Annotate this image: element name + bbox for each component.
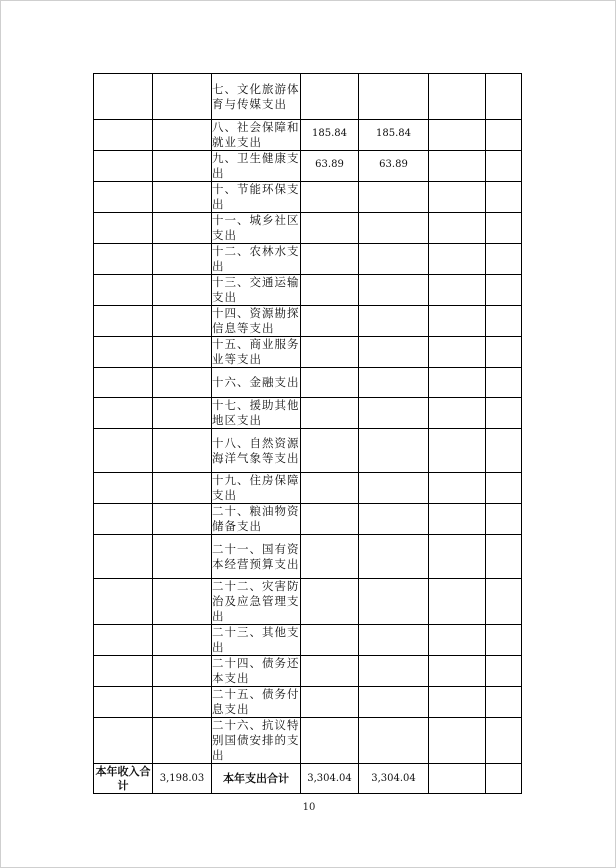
income-total-value: 3,198.03 <box>153 764 212 794</box>
expense-total-label: 本年支出合计 <box>212 764 301 794</box>
expense-category-name: 十八、自然资源海洋气象等支出 <box>212 429 301 473</box>
table-cell <box>486 718 522 764</box>
expense-amount-1 <box>301 473 359 504</box>
table-cell <box>153 504 212 535</box>
expense-amount-1 <box>301 151 359 182</box>
table-row <box>94 244 522 275</box>
table-cell <box>486 244 522 275</box>
table-row <box>94 535 522 579</box>
table-cell <box>429 306 486 337</box>
table-cell <box>153 306 212 337</box>
expense-amount-1 <box>301 687 359 718</box>
table-cell <box>429 656 486 687</box>
table-row <box>94 656 522 687</box>
expense-amount-1 <box>301 213 359 244</box>
table-cell <box>429 244 486 275</box>
table-row <box>94 337 522 368</box>
table-cell <box>153 368 212 398</box>
expense-category-name: 十二、农林水支出 <box>212 244 300 273</box>
expense-amount-1 <box>301 429 359 473</box>
expense-amount-2 <box>359 275 429 306</box>
expense-category-name: 二十六、抗议特别国债安排的支出 <box>212 718 300 762</box>
table-cell <box>486 473 522 504</box>
table-row <box>94 687 522 718</box>
cell-value: 185.84 <box>376 127 411 139</box>
table-cell <box>94 213 153 244</box>
table-row <box>94 368 522 398</box>
table-cell <box>429 275 486 306</box>
expense-amount-1 <box>301 398 359 429</box>
table-row <box>94 213 522 244</box>
expense-amount-2 <box>359 473 429 504</box>
expense-category-name: 二十二、灾害防治及应急管理支出 <box>212 579 300 623</box>
table-cell <box>153 74 212 120</box>
expense-amount-1 <box>301 656 359 687</box>
table-cell <box>486 625 522 656</box>
expense-amount-2 <box>359 687 429 718</box>
table-cell <box>486 275 522 306</box>
table-cell <box>486 306 522 337</box>
expense-amount-1 <box>301 504 359 535</box>
expense-amount-2 <box>359 306 429 337</box>
expense-amount-1 <box>301 718 359 764</box>
table-cell <box>94 151 153 182</box>
table-cell <box>94 625 153 656</box>
totals-row <box>94 764 522 794</box>
table-cell <box>486 151 522 182</box>
table-cell <box>153 473 212 504</box>
table-cell <box>486 337 522 368</box>
expense-category-name: 二十五、债务付息支出 <box>212 687 300 716</box>
table-cell <box>153 213 212 244</box>
table-cell <box>94 398 153 429</box>
expense-amount-1 <box>301 579 359 625</box>
expense-amount-1 <box>301 244 359 275</box>
expense-amount-1 <box>301 182 359 213</box>
expense-category-name: 十九、住房保障支出 <box>212 473 300 502</box>
expense-category-name: 二十四、债务还本支出 <box>212 656 300 685</box>
expense-category-name: 二十三、其他支出 <box>212 625 300 654</box>
expense-amount-2 <box>359 244 429 275</box>
table-cell <box>94 368 153 398</box>
expense-total-value-2: 3,304.04 <box>359 764 429 794</box>
table-cell <box>429 151 486 182</box>
expense-amount-1 <box>301 74 359 120</box>
table-row <box>94 120 522 151</box>
expense-category-name: 十七、援助其他地区支出 <box>212 398 300 427</box>
table-row <box>94 473 522 504</box>
expense-category-name: 十六、金融支出 <box>212 368 301 398</box>
table-cell <box>429 764 486 794</box>
expense-amount-1 <box>301 368 359 398</box>
table-cell <box>486 504 522 535</box>
expense-amount-2 <box>359 718 429 764</box>
expense-amount-2 <box>359 337 429 368</box>
table-cell <box>486 579 522 625</box>
table-cell <box>153 579 212 625</box>
table-cell <box>94 429 153 473</box>
table-cell <box>94 579 153 625</box>
table-cell <box>486 182 522 213</box>
table-cell <box>429 687 486 718</box>
table-row <box>94 579 522 625</box>
table-cell <box>429 535 486 579</box>
table-cell <box>153 120 212 151</box>
table-cell <box>429 213 486 244</box>
expense-category-name: 二十、粮油物资储备支出 <box>212 504 300 533</box>
table-cell <box>94 535 153 579</box>
table-cell <box>429 337 486 368</box>
expense-amount-1 <box>301 275 359 306</box>
table-row <box>94 151 522 182</box>
table-cell <box>94 182 153 213</box>
table-cell <box>94 718 153 764</box>
table-cell <box>153 337 212 368</box>
table-cell <box>429 579 486 625</box>
expense-amount-2 <box>359 625 429 656</box>
table-cell <box>429 120 486 151</box>
expense-amount-2 <box>359 579 429 625</box>
table-cell <box>94 244 153 275</box>
expense-amount-2 <box>359 504 429 535</box>
table-row <box>94 625 522 656</box>
table-cell <box>429 504 486 535</box>
cell-value: 63.89 <box>379 158 408 170</box>
table-cell <box>94 306 153 337</box>
expense-amount-2 <box>359 182 429 213</box>
table-cell <box>486 764 522 794</box>
expense-amount-1 <box>301 337 359 368</box>
table-cell <box>153 275 212 306</box>
table-row <box>94 718 522 764</box>
table-cell <box>94 656 153 687</box>
table-cell <box>153 244 212 275</box>
expense-total-value-1: 3,304.04 <box>301 764 359 794</box>
table-row <box>94 398 522 429</box>
expense-category-name: 九、卫生健康支出 <box>212 151 300 180</box>
expense-amount-2 <box>359 120 429 151</box>
table-cell <box>429 473 486 504</box>
expense-amount-2 <box>359 656 429 687</box>
table-cell <box>153 429 212 473</box>
table-cell <box>153 718 212 764</box>
table-cell <box>429 74 486 120</box>
expense-category-name: 十三、交通运输支出 <box>212 275 300 304</box>
expense-amount-1 <box>301 625 359 656</box>
table-cell <box>153 535 212 579</box>
expense-amount-2 <box>359 151 429 182</box>
expense-amount-2 <box>359 74 429 120</box>
table-body <box>94 74 522 794</box>
expense-category-name: 十四、资源勘探信息等支出 <box>212 306 300 335</box>
expense-category-name: 十五、商业服务业等支出 <box>212 337 300 366</box>
table-cell <box>153 687 212 718</box>
table-cell <box>429 398 486 429</box>
expense-category-name: 八、社会保障和就业支出 <box>212 120 300 149</box>
budget-table <box>93 73 522 794</box>
table-cell <box>486 213 522 244</box>
expense-category-name: 二十一、国有资本经营预算支出 <box>212 535 301 579</box>
table-cell <box>153 151 212 182</box>
table-cell <box>486 687 522 718</box>
table-cell <box>429 625 486 656</box>
expense-category-name: 十一、城乡社区支出 <box>212 213 300 242</box>
expense-amount-2 <box>359 213 429 244</box>
table-cell <box>94 74 153 120</box>
table-cell <box>94 275 153 306</box>
table-cell <box>94 473 153 504</box>
table-cell <box>486 535 522 579</box>
expense-amount-2 <box>359 398 429 429</box>
cell-value: 185.84 <box>312 127 347 139</box>
table-cell <box>153 398 212 429</box>
table-cell <box>153 625 212 656</box>
table-cell <box>153 182 212 213</box>
page-number: 10 <box>302 802 316 813</box>
expense-amount-2 <box>359 368 429 398</box>
expense-amount-1 <box>301 306 359 337</box>
table-cell <box>94 337 153 368</box>
income-total-label: 本年收入合计 <box>95 764 151 792</box>
table-cell <box>94 504 153 535</box>
table-row <box>94 275 522 306</box>
table-cell <box>429 182 486 213</box>
table-cell <box>486 74 522 120</box>
table-row <box>94 306 522 337</box>
table-cell <box>486 398 522 429</box>
table-row <box>94 504 522 535</box>
expense-amount-1 <box>301 120 359 151</box>
table-cell <box>429 368 486 398</box>
table-cell <box>94 120 153 151</box>
expense-category-name: 十、节能环保支出 <box>212 182 300 211</box>
table-row <box>94 182 522 213</box>
table-cell <box>153 656 212 687</box>
table-row <box>94 429 522 473</box>
expense-amount-2 <box>359 429 429 473</box>
table-cell <box>486 120 522 151</box>
table-cell <box>94 687 153 718</box>
table-cell <box>486 368 522 398</box>
cell-value: 63.89 <box>315 158 344 170</box>
table-row <box>94 74 522 120</box>
expense-category-name: 七、文化旅游体育与传媒支出 <box>212 74 301 120</box>
table-cell <box>486 429 522 473</box>
table-cell <box>486 656 522 687</box>
expense-amount-2 <box>359 535 429 579</box>
table-cell <box>429 429 486 473</box>
expense-amount-1 <box>301 535 359 579</box>
table-cell <box>429 718 486 764</box>
